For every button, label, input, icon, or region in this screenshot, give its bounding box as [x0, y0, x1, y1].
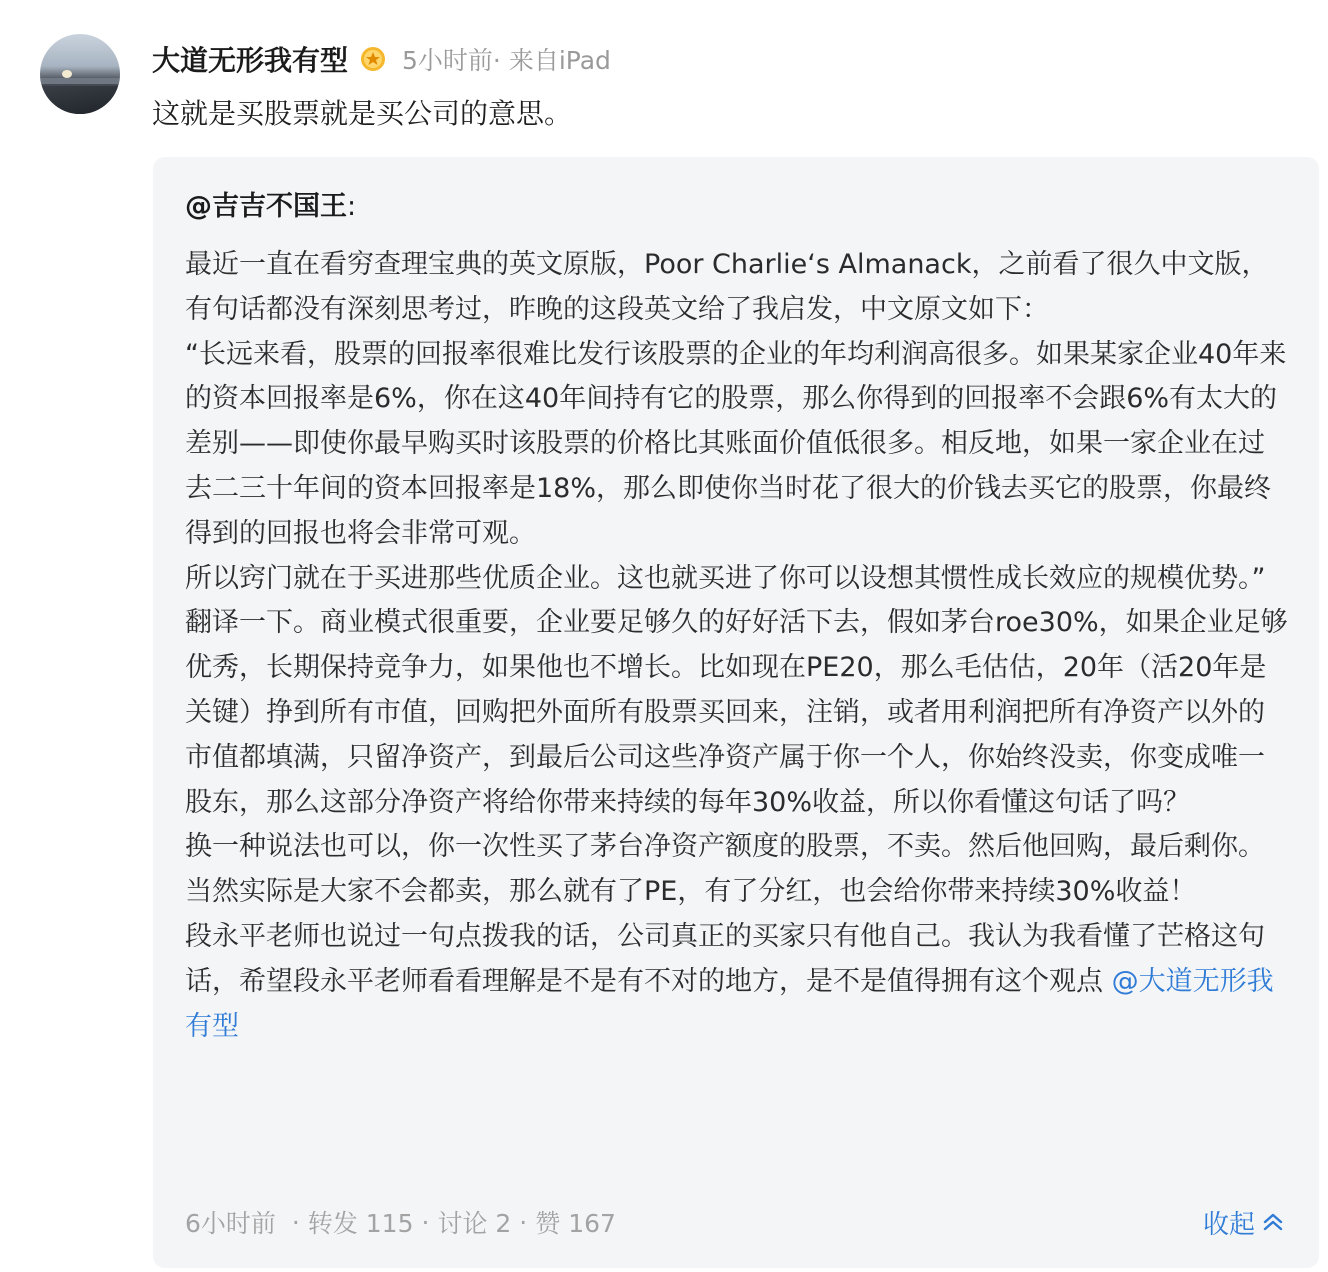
quoted-author[interactable]: @吉吉不国王: [185, 191, 347, 222]
quoted-post-footer: [185, 1200, 1285, 1244]
quoted-post-stats: [185, 1204, 616, 1240]
post-username[interactable]: 大道无形我有型: [152, 44, 349, 77]
post-source: · 来自iPad: [492, 46, 611, 75]
collapse-label: 收起: [1202, 1209, 1255, 1240]
quoted-paragraph: 最近一直在看穷查理宝典的英文原版，Poor Charlie‘s Almanack，之前看了很久中文版，有句话都没有深刻思考过，昨晚的这段英文给了我启发，中文原文如下：: [185, 249, 1269, 325]
separator: ·: [519, 1207, 528, 1237]
quoted-post-content: [185, 185, 1291, 1049]
separator: ·: [421, 1207, 430, 1237]
quoted-post-time: 6小时前: [185, 1209, 276, 1238]
avatar-ground: [40, 86, 120, 114]
chevron-up-icon: [1261, 1210, 1285, 1234]
quoted-author-colon: :: [347, 191, 357, 222]
quoted-body: [185, 243, 1291, 1049]
avatar[interactable]: [40, 34, 120, 114]
vip-badge-icon: [360, 46, 386, 72]
quoted-post-card: [153, 157, 1319, 1268]
avatar-horizon: [40, 78, 120, 84]
comment-count[interactable]: 讨论 2: [437, 1209, 512, 1238]
post-text: 这就是买股票就是买公司的意思。: [152, 97, 573, 130]
quoted-paragraph: 翻译一下。商业模式很重要，企业要足够久的好好活下去，假如茅台roe30%，如果企业足够优秀，长期保持竞争力，如果他也不增长。比如现在PE20，那么毛估估，20年（活20年是关键）挣到所有市值，回购把外面所有股票买回来，注销，或者用利润把所有净资产以外的市值都填满，只留净资产，到最后公司这些净资产属于你一个人，你始终没卖，你变成唯一股东，那么这部分净资产将给你带来持续的每年30%收益，所以你看懂这句话了吗？: [185, 607, 1288, 818]
quoted-paragraph: 所以窍门就在于买进那些优质企业。这也就买进了你可以设想其惯性成长效应的规模优势。”: [185, 562, 1266, 594]
post-time: 5小时前: [402, 46, 493, 75]
collapse-button[interactable]: [1203, 1204, 1285, 1241]
post-header: [152, 38, 611, 80]
quoted-paragraph-text: 段永平老师也说过一句点拨我的话，公司真正的买家只有他自己。我认为我看懂了芒格这句话，希望段永平老师看看理解是不是有不对的地方，是不是值得拥有这个观点: [185, 920, 1265, 997]
repost-count[interactable]: 转发 115: [307, 1209, 414, 1238]
separator: ·: [283, 1207, 300, 1237]
avatar-sun: [62, 70, 72, 78]
quoted-paragraph-last: [185, 915, 1291, 1049]
quoted-paragraph: “长远来看，股票的回报率很难比发行该股票的企业的年均利润高很多。如果某家企业40年来的资本回报率是6%，你在这40年间持有它的股票，那么你得到的回报率不会跟6%有太大的差别——即使你最早购买时该股票的价格比其账面价值低很多。相反地，如果一家企业在过去二三十年间的资本回报率是18%，那么即使你当时花了很大的价钱去买它的股票，你最终得到的回报也将会非常可观。: [185, 338, 1287, 549]
mention-link[interactable]: @大道无形我有型: [185, 965, 1274, 1042]
quoted-paragraph: 换一种说法也可以，你一次性买了茅台净资产额度的股票，不卖。然后他回购，最后剩你。: [185, 831, 1265, 863]
like-count[interactable]: 赞 167: [535, 1209, 616, 1238]
quoted-paragraph: 当然实际是大家不会都卖，那么就有了PE，有了分红，也会给你带来持续30%收益！: [185, 876, 1197, 908]
